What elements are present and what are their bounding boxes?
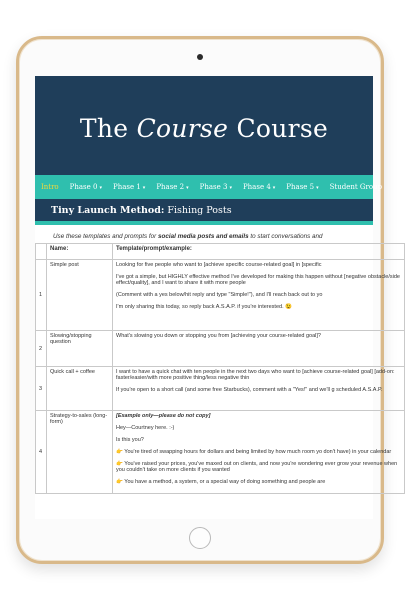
row-number: 2 <box>36 331 47 367</box>
chevron-down-icon: ▾ <box>229 185 232 191</box>
row-name: Simple post <box>47 260 113 331</box>
divider <box>35 221 373 225</box>
row-template: Looking for five people who want to [achieve specific course-related goal] in [specific I've got a simple, but HIGHLY effective method I've developed for making this happen without [negative obstacle/side effect/quality], and I want to share it with more people (Comment with a yes below/hit reply and type "Simple!"), and I'll reach back out to yo I'm only sharing this today, so reply back A.S.A.P. if you're interested. 😉 <box>113 260 405 331</box>
intro-text: Use these templates and prompts for social media posts and emails to start conversations and <box>53 233 323 240</box>
tablet-screen <box>35 76 400 519</box>
chevron-down-icon: ▾ <box>272 185 276 191</box>
page-title: The Course Course <box>79 114 329 143</box>
row-name: Strategy-to-sales (long-form) <box>47 411 113 494</box>
header-template: Template/prompt/example: <box>113 244 405 260</box>
row-template: I want to have a quick chat with ten people in the next two days who want to [achieve course-related goal] [add-on: faster/easier/with more positive thing/less negative thin If you're open to a short call (and some free Starbucks), comment with a "Yes!" and we'll g scheduled A.S.A.P. <box>113 367 405 411</box>
nav-item-student-group[interactable]: Student Group <box>329 183 383 191</box>
table-row <box>36 411 405 494</box>
nav-item-intro[interactable]: Intro <box>41 183 59 191</box>
table-row <box>36 331 405 367</box>
table-row <box>36 260 405 331</box>
chevron-down-icon: ▾ <box>99 185 102 191</box>
nav-item-phase-3[interactable]: Phase 3 ▾ <box>199 183 232 191</box>
row-number: 3 <box>36 367 47 411</box>
header-num <box>36 244 47 260</box>
templates-table <box>35 243 400 494</box>
nav-item-phase-4[interactable]: Phase 4 ▾ <box>242 183 276 191</box>
row-name: Quick call + coffee <box>47 367 113 411</box>
row-number: 4 <box>36 411 47 494</box>
main-nav <box>35 175 383 199</box>
section-heading: Tiny Launch Method: Fishing Posts <box>35 199 373 221</box>
table-row <box>36 367 405 411</box>
row-name: Slowing/stopping question <box>47 331 113 367</box>
header-name: Name: <box>47 244 113 260</box>
nav-item-phase-0[interactable]: Phase 0 ▾ <box>69 183 102 191</box>
row-template: What's slowing you down or stopping you from [achieving your course-related goal]? <box>113 331 405 367</box>
home-button[interactable] <box>189 527 211 549</box>
chevron-down-icon: ▾ <box>142 185 146 191</box>
tablet-frame <box>16 36 400 564</box>
chevron-down-icon: ▾ <box>316 185 319 191</box>
row-number: 1 <box>36 260 47 331</box>
nav-item-phase-2[interactable]: Phase 2 ▾ <box>156 183 189 191</box>
camera-icon <box>197 54 203 60</box>
chevron-down-icon: ▾ <box>186 185 189 191</box>
nav-item-phase-5[interactable]: Phase 5 ▾ <box>286 183 319 191</box>
row-template: [Example only—please do not copy] Hey—Courtney here. :-) Is this you? 👉 You're tired of swapping hours for dollars and being limited by how much room yo don't have) in your calendar 👉 You've raised your prices, you've maxed out on clients, and now you're wondering ever grow your revenue when you couldn't take on more clients if you wanted 👉 You have a method, a system, or a special way of doing something and people are <box>113 411 405 494</box>
table-header-row <box>36 244 405 260</box>
nav-item-phase-1[interactable]: Phase 1 ▾ <box>112 183 146 191</box>
